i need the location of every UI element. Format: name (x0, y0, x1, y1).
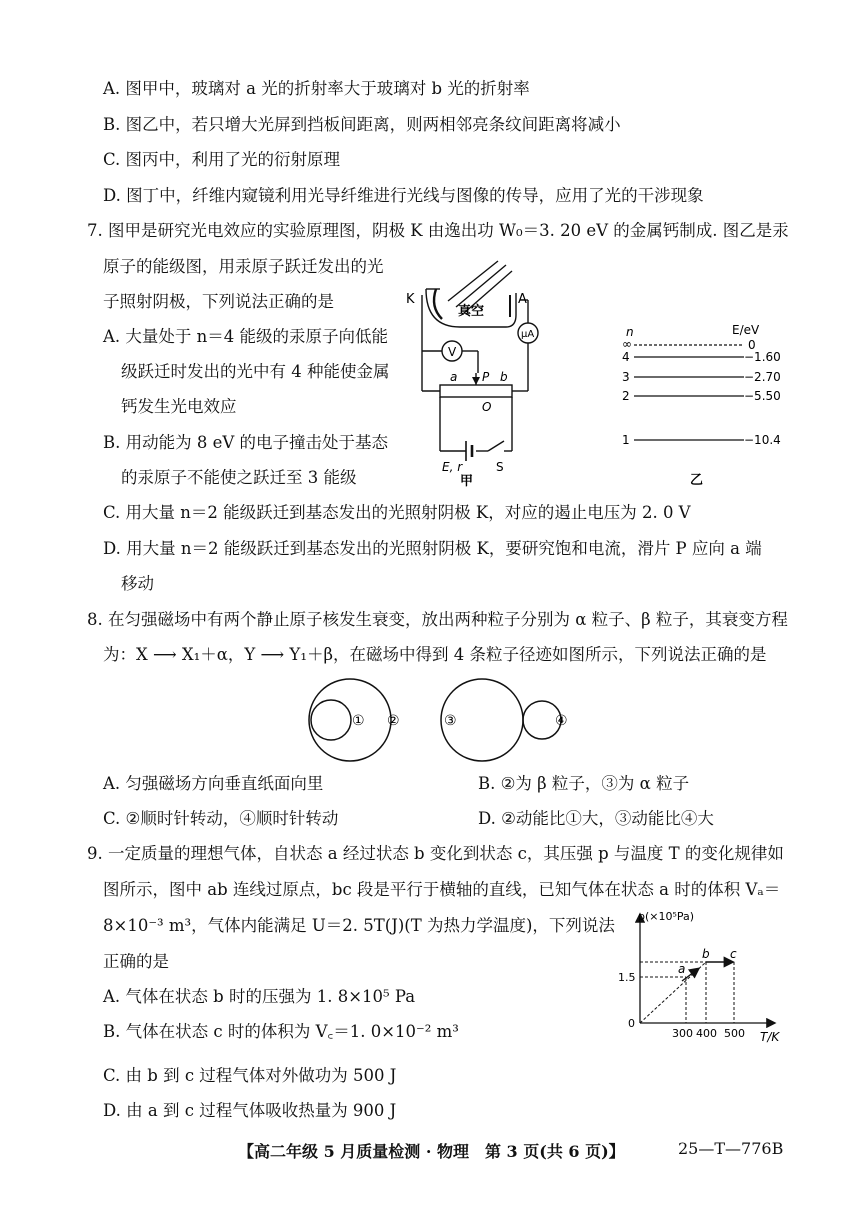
level-e-4: −1.60 (744, 350, 781, 364)
level-e-2: −5.50 (744, 389, 781, 403)
energy-unit-label: E/eV (732, 323, 760, 337)
q7-stem-line1: 7. 图甲是研究光电效应的实验原理图，阴极 K 由逸出功 W₀＝3. 20 eV 的金属钙制成. 图乙是汞 (87, 221, 789, 240)
q6-option-b: B. 图乙中，若只增大光屏到挡板间距离，则两相邻亮条纹间距离将减小 (103, 115, 621, 134)
label-slider-p: P (482, 370, 490, 384)
q9-stem-line3: 8×10⁻³ m³，气体内能满足 U＝2. 5T(J)(T 为热力学温度)，下列说法 (103, 916, 615, 935)
level-n-1: 1 (622, 433, 630, 447)
q6-option-a: A. 图甲中，玻璃对 a 光的折射率大于玻璃对 b 光的折射率 (103, 79, 530, 98)
label-o: O (482, 400, 492, 414)
graph-origin: 0 (628, 1017, 635, 1030)
label-rheostat-b: b (500, 370, 508, 384)
q7-option-d-line1: D. 用大量 n＝2 能级跃迁到基态发出的光照射阴极 K，要研究饱和电流，滑片 P 应向 a 端 (103, 539, 762, 558)
graph-point-c: c (730, 947, 737, 961)
q9-stem-line4: 正确的是 (103, 952, 169, 971)
track-small-left (311, 700, 351, 740)
q7-option-c: C. 用大量 n＝2 能级跃迁到基态发出的光照射阴极 K，对应的遏止电压为 2. 0 V (103, 503, 691, 522)
figure-caption-jia: 甲 (460, 474, 474, 489)
level-n-3: 3 (622, 370, 630, 384)
track-label-3: ③ (444, 713, 457, 729)
q6-option-c: C. 图丙中，利用了光的衍射原理 (103, 150, 341, 169)
graph-xtick-400: 400 (696, 1027, 717, 1040)
label-k: K (406, 292, 415, 307)
track-label-4: ④ (555, 713, 568, 729)
graph-ylabel: p(×10⁵Pa) (638, 910, 695, 923)
label-v: V (448, 345, 457, 359)
q7-option-b-line1: B. 用动能为 8 eV 的电子撞击处于基态 (103, 433, 389, 452)
q9-option-a: A. 气体在状态 b 时的压强为 1. 8×10⁵ Pa (103, 987, 416, 1006)
paper-code: 25—T—776B (678, 1139, 784, 1158)
track-label-2: ② (387, 713, 400, 729)
q9-pt-graph (612, 907, 792, 1047)
page-footer: 【高二年级 5 月质量检测 · 物理 第 3 页(共 6 页)】 (238, 1142, 625, 1161)
q8-track-figure (300, 676, 590, 766)
q8-stem-line1: 8. 在匀强磁场中有两个静止原子核发生衰变，放出两种粒子分别为 α 粒子、β 粒子，其衰变方程 (87, 610, 788, 629)
label-a: A (518, 292, 527, 307)
label-ua: μA (521, 329, 535, 340)
q7-option-a-line3: 钙发生光电效应 (121, 397, 237, 416)
level-e-1: −10.4 (744, 433, 781, 447)
label-vacuum: 真空 (458, 304, 485, 319)
q7-stem-line2: 原子的能级图，用汞原子跃迁发出的光 (103, 257, 384, 276)
level-n-2: 2 (622, 389, 630, 403)
q9-stem-line1: 9. 一定质量的理想气体，自状态 a 经过状态 b 变化到状态 c，其压强 p 与温度 T 的变化规律如 (87, 844, 784, 863)
graph-xlabel: T/K (760, 1030, 780, 1044)
label-switch: S (496, 460, 504, 474)
graph-point-a: a (678, 962, 686, 976)
q9-option-b: B. 气体在状态 c 时的体积为 V꜀＝1. 0×10⁻² m³ (103, 1022, 459, 1041)
level-e-inf: 0 (748, 338, 756, 352)
level-n-inf: ∞ (622, 337, 632, 351)
track-large-left (309, 679, 391, 761)
q9-option-c: C. 由 b 到 c 过程气体对外做功为 500 J (103, 1066, 397, 1085)
label-battery: E, r (442, 460, 463, 474)
level-n-4: 4 (622, 350, 630, 364)
figure-caption-yi: 乙 (690, 473, 704, 488)
q8-option-a: A. 匀强磁场方向垂直纸面向里 (103, 774, 324, 793)
q8-option-b: B. ②为 β 粒子，③为 α 粒子 (478, 774, 690, 793)
q6-option-d: D. 图丁中，纤维内窥镜利用光导纤维进行光线与图像的传导，应用了光的干涉现象 (103, 186, 704, 205)
q7-option-a-line1: A. 大量处于 n＝4 能级的汞原子向低能 (103, 327, 389, 346)
graph-xtick-500: 500 (724, 1027, 745, 1040)
q8-option-c: C. ②顺时针转动，④顺时针转动 (103, 809, 339, 828)
graph-point-b: b (702, 947, 710, 961)
q7-figure-yi (612, 318, 782, 490)
q7-option-b-line2: 的汞原子不能使之跃迁至 3 能级 (121, 468, 357, 487)
level-e-3: −2.70 (744, 370, 781, 384)
slider-arrow-icon (472, 377, 480, 385)
q7-figure-jia (400, 255, 540, 490)
graph-ytick: 1.5 (618, 971, 636, 984)
label-rheostat-a: a (450, 370, 458, 384)
q8-option-d: D. ②动能比①大，③动能比④大 (478, 809, 714, 828)
q7-option-d-line2: 移动 (121, 574, 154, 593)
q9-stem-line2: 图所示，图中 ab 连线过原点，bc 段是平行于横轴的直线，已知气体在状态 a 时的体积 Vₐ＝ (103, 880, 781, 899)
q9-option-d: D. 由 a 到 c 过程气体吸收热量为 900 J (103, 1101, 397, 1120)
q7-option-a-line2: 级跃迁时发出的光中有 4 种能使金属 (121, 362, 390, 381)
q8-stem-line2: 为：X ⟶ X₁＋α，Y ⟶ Y₁＋β，在磁场中得到 4 条粒子径迹如图所示，下列说法正确的是 (103, 645, 767, 664)
q7-stem-line3: 子照射阴极，下列说法正确的是 (103, 292, 334, 311)
level-n-label: n (626, 325, 634, 339)
track-label-1: ① (352, 713, 365, 729)
graph-xtick-300: 300 (672, 1027, 693, 1040)
